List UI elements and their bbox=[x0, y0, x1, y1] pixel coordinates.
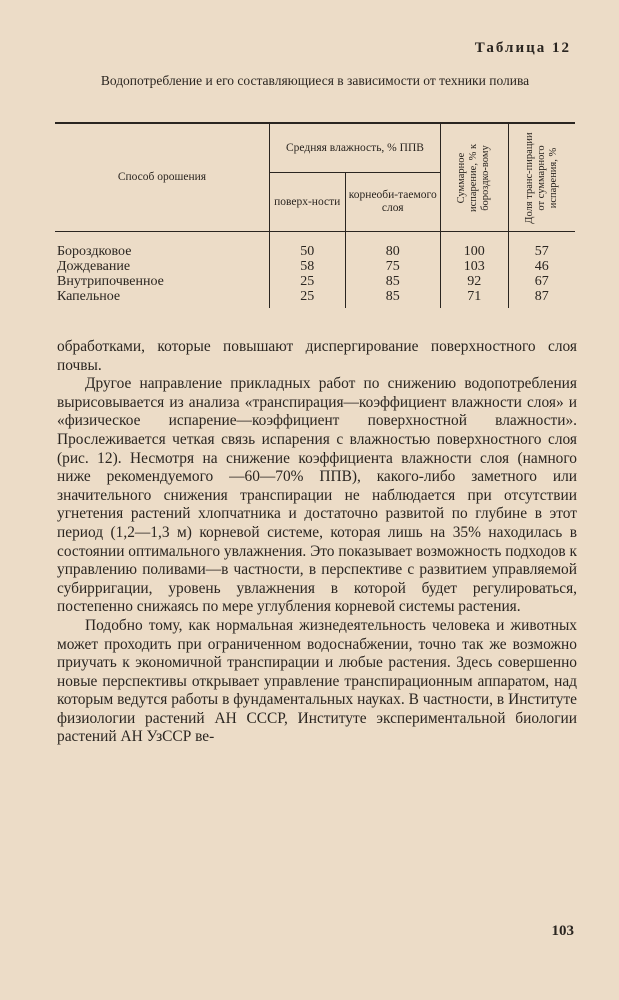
paragraph: обработками, которые повышают диспергирование поверхностного слоя почвы. bbox=[57, 338, 577, 374]
cell-method: Капельное bbox=[57, 289, 121, 304]
cell-share: 67 bbox=[508, 274, 575, 289]
table-row bbox=[55, 244, 575, 259]
header-total-evaporation bbox=[441, 123, 509, 232]
cell-surface: 25 bbox=[269, 274, 345, 289]
cell-root: 75 bbox=[345, 259, 441, 274]
cell-total: 71 bbox=[441, 289, 509, 308]
cell-share: 46 bbox=[508, 259, 575, 274]
paragraph: Подобно тому, как нормальная жизнедеятельность человека и животных может проходить при ограниченном водоснабжении, точно так же возможно приучать к экономичной транспирации и любые растения. Здесь совершенно новые перспективы открывает управление транспирационным аппаратом, над которым ведутся работы в фундаментальных науках. В частности, в Институте физиологии растений АН СССР, Институте экспериментальной биологии растений АН УзССР ве- bbox=[57, 616, 577, 746]
cell-surface: 58 bbox=[269, 259, 345, 274]
cell-share: 87 bbox=[508, 289, 575, 308]
cell-total: 92 bbox=[441, 274, 509, 289]
cell-share: 57 bbox=[508, 244, 575, 259]
cell-total: 100 bbox=[441, 244, 509, 259]
header-surface: поверх-ности bbox=[269, 173, 345, 232]
table-label: Таблица 12 bbox=[474, 40, 571, 56]
header-method: Способ орошения bbox=[55, 123, 269, 232]
header-transpiration-share bbox=[508, 123, 575, 232]
cell-total: 103 bbox=[441, 259, 509, 274]
body-text bbox=[57, 338, 577, 747]
header-total-evaporation-text: Суммарное испарение, % к бороздко-вому bbox=[456, 143, 492, 212]
cell-method: Бороздковое bbox=[57, 244, 132, 259]
cell-surface: 25 bbox=[269, 289, 345, 308]
paragraph: Другое направление прикладных работ по снижению водопотребления вырисовывается из анализа «транспирация—коэффициент влажности слоя» и «физическое испарение—коэффициент поверхностной влажности». Прослеживается четкая связь испарения с влажностью поверхностного слоя (рис. 12). Несмотря на снижение коэффициента влажности слоя (намного ниже рекомендуемого —60—70% ППВ), какого-либо заметного или значительного снижения транспирации не наблюдается при отсутствии угнетения растений хлопчатника и достаточно развитой по глубине в этот период (1,2—1,3 м) корневой системе, которая лишь на 35% находилась в состоянии оптимального увлажнения. Это показывает возможность подходов к управлению поливами—в частности, в перспективе с развитием управляемой субирригации, уровень увлажнения в которой будет регулироваться, постепенно снижаясь по мере углубления корневой системы растения. bbox=[57, 375, 578, 616]
page-number: 103 bbox=[551, 923, 574, 939]
table-caption: Водопотребление и его составляющиеся в зависимости от техники полива bbox=[100, 73, 530, 88]
header-transpiration-share-text: Доля транс-пирации от суммарного испарения, % bbox=[523, 131, 559, 224]
cell-method: Дождевание bbox=[57, 259, 131, 274]
cell-method: Внутрипочвенное bbox=[57, 274, 164, 289]
header-moisture-group: Средняя влажность, % ППВ bbox=[269, 123, 440, 173]
header-root: корнеоби-таемого слоя bbox=[345, 173, 441, 232]
table-row bbox=[55, 274, 575, 289]
data-table bbox=[55, 122, 575, 308]
cell-root: 85 bbox=[345, 289, 441, 308]
cell-root: 85 bbox=[345, 274, 441, 289]
table-row bbox=[55, 289, 575, 308]
cell-root: 80 bbox=[345, 244, 441, 259]
cell-surface: 50 bbox=[269, 244, 345, 259]
table-row bbox=[55, 259, 575, 274]
